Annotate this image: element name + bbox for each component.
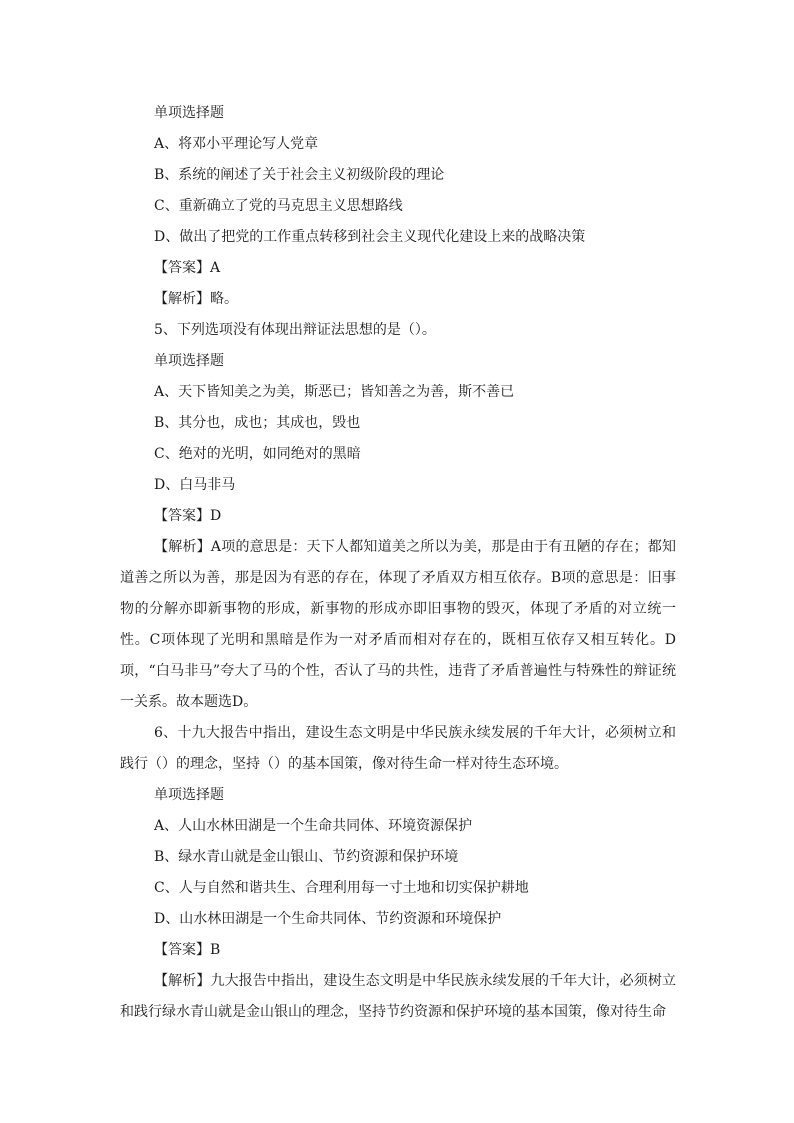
q4-option-d: D、做出了把党的工作重点转移到社会主义现代化建设上来的战略决策 [154, 229, 586, 245]
q5-option-a: A、天下皆知美之为美，斯恶已；皆知善之为善，斯不善已 [154, 384, 515, 400]
q6-analysis-text: 九大报告中指出，建设生态文明是中华民族永续发展的千年大计，必须树立和践行绿水青山就是金山银山的理念，坚持节约资源和保护环境的基本国策，像对待生命 [120, 973, 677, 1020]
q5-answer-label: 【答案】 [154, 508, 210, 524]
q5-answer-value: D [210, 508, 222, 524]
q6-answer-label: 【答案】 [154, 942, 210, 958]
q5-option-b: B、其分也，成也；其成也，毁也 [154, 415, 361, 431]
q4-analysis-text: 略。 [210, 291, 238, 307]
q6-question: 6、十九大报告中指出，建设生态文明是中华民族永续发展的千年大计，必须树立和践行（）的理念，坚持（）的基本国策，像对待生命一样对待生态环境。 [120, 725, 676, 772]
q6-option-c: C、人与自然和谐共生、合理利用每一寸土地和切实保护耕地 [154, 880, 529, 896]
q6-answer-value: B [210, 942, 221, 958]
q4-analysis [120, 284, 676, 315]
q5-option-d: D、白马非马 [154, 477, 236, 493]
q4-option-b: B、系统的阐述了关于社会主义初级阶段的理论 [154, 167, 445, 183]
q4-answer [120, 253, 676, 284]
q4-answer-value: A [210, 260, 221, 276]
q5-answer [120, 501, 676, 532]
q5-option-c: C、绝对的光明，如同绝对的黑暗 [154, 446, 361, 462]
q4-option-a: A、将邓小平理论写人党章 [154, 136, 319, 152]
q5-type-label: 单项选择题 [154, 353, 224, 369]
q4-option-c: C、重新确立了党的马克思主义思想路线 [154, 198, 403, 214]
q6-type-label: 单项选择题 [154, 787, 224, 803]
q6-option-a: A、人山水林田湖是一个生命共同体、环境资源保护 [154, 818, 473, 834]
q5-analysis-label: 【解析】 [154, 539, 211, 555]
q6-analysis-label: 【解析】 [154, 973, 211, 989]
q4-analysis-label: 【解析】 [154, 291, 210, 307]
q5-analysis-text: A项的意思是：天下人都知道美之所以为美，那是由于有丑陋的存在；都知道善之所以为善，那是因为有恶的存在，体现了矛盾双方相互依存。B项的意思是：旧事物的分解亦即新事物的形成，新事物的形成亦即旧事物的毁灭，体现了矛盾的对立统一性。C项体现了光明和黑暗是作为一对矛盾而相对存在的，既相互依存又相互转化。D项，“白马非马”夸大了马的个性，否认了马的共性，违背了矛盾普遍性与特殊性的辩证统一关系。故本题选D。 [120, 539, 677, 710]
q5-question: 5、下列选项没有体现出辩证法思想的是（）。 [154, 322, 436, 338]
q6-answer [120, 935, 676, 966]
q4-type-label: 单项选择题 [154, 105, 224, 121]
q4-answer-label: 【答案】 [154, 260, 210, 276]
q6-analysis [120, 966, 676, 1028]
q6-option-b: B、绿水青山就是金山银山、节约资源和保护环境 [154, 849, 459, 865]
q5-analysis [120, 532, 676, 718]
q6-option-d: D、山水林田湖是一个生命共同体、节约资源和环境保护 [154, 911, 502, 927]
document-content [120, 98, 676, 1028]
